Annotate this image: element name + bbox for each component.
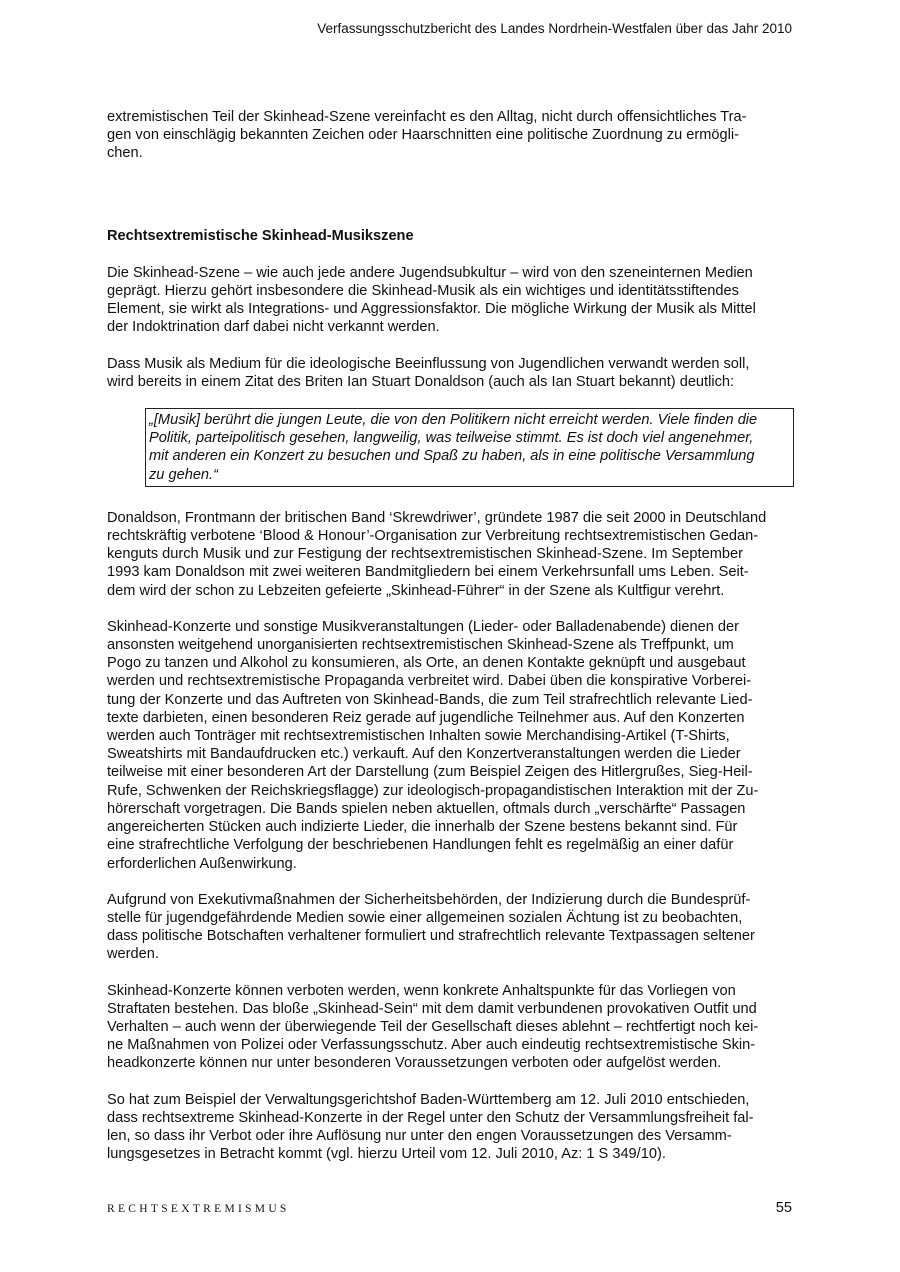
quote-line: zu gehen.“ xyxy=(149,466,218,483)
section-spacer xyxy=(107,181,785,227)
quote-line: „[Musik] berührt die jungen Leute, die von den Politikern nicht erreicht werden. Viele finden die xyxy=(149,412,758,429)
text-line: stelle für jugendgefährdende Medien sowie einer allgemeinen sozialen Ächtung ist zu beobachten, xyxy=(107,909,743,926)
paragraph-6 xyxy=(107,982,785,1073)
text-line: Straftaten bestehen. Das bloße „Skinhead-Sein“ mit dem damit verbundenen provokativen Outfit und xyxy=(107,1000,757,1017)
intro-paragraph xyxy=(107,108,785,163)
page-body xyxy=(107,108,785,1181)
text-line: Dass Musik als Medium für die ideologische Beeinflussung von Jugendlichen verwandt werden soll, xyxy=(107,355,750,372)
text-line: lungsgesetzes in Betracht kommt (vgl. hierzu Urteil vom 12. Juli 2010, Az: 1 S 349/10). xyxy=(107,1146,666,1163)
text-line: Die Skinhead-Szene – wie auch jede andere Jugendsubkultur – wird von den szeneinternen Medien xyxy=(107,264,753,281)
text-line: wird bereits in einem Zitat des Briten Ian Stuart Donaldson (auch als Ian Stuart bekannt) deutlich: xyxy=(107,373,735,390)
text-line: teilweise mit einer besonderen Art der Darstellung (zum Beispiel Zeigen des Hitlergrußes, Sieg-Heil- xyxy=(107,764,753,781)
text-line: Verhalten – auch wenn der überwiegende Teil der Gesellschaft dieses ablehnt – rechtfertigt noch kei- xyxy=(107,1018,759,1035)
paragraph-2 xyxy=(107,355,785,391)
text-line: So hat zum Beispiel der Verwaltungsgerichtshof Baden-Württemberg am 12. Juli 2010 entschieden, xyxy=(107,1091,750,1108)
text-line: Skinhead-Konzerte und sonstige Musikveranstaltungen (Lieder- oder Balladenabende) dienen der xyxy=(107,618,739,635)
text-line: len, so dass ihr Verbot oder ihre Auflösung nur unter den engen Voraussetzungen des Versamm- xyxy=(107,1127,732,1144)
paragraph-1 xyxy=(107,264,785,337)
text-line: extremistischen Teil der Skinhead-Szene vereinfacht es den Alltag, nicht durch offensichtliches Tra- xyxy=(107,109,747,125)
text-line: werden und rechtsextremistische Propaganda verbreitet wird. Dabei üben die konspirative Vorberei- xyxy=(107,673,752,690)
text-line: dass rechtsextreme Skinhead-Konzerte in der Regel unter den Schutz der Versammlungsfreiheit fal- xyxy=(107,1109,754,1126)
text-line: angereicherten Stücken auch indizierte Lieder, die innerhalb der Szene bestens bekannt sind. Für xyxy=(107,819,738,836)
text-line: headkonzerte können nur unter besonderen Voraussetzungen verboten oder aufgelöst werden. xyxy=(107,1055,722,1072)
paragraph-4 xyxy=(107,618,785,873)
section-heading: Rechtsextremistische Skinhead-Musikszene xyxy=(107,227,414,244)
text-line: Donaldson, Frontmann der britischen Band ‘Skrewdriwer’, gründete 1987 die seit 2000 in Deutschland xyxy=(107,509,767,526)
text-line: eine strafrechtliche Verfolgung der beschriebenen Handlungen fehlt es regelmäßig an einer dafür xyxy=(107,837,734,854)
text-line: Pogo zu tanzen und Alkohol zu konsumieren, als Orte, an denen Kontakte geknüpft und ausgebaut xyxy=(107,655,746,672)
text-line: texte darbieten, einen besonderen Reiz gerade auf jugendliche Teilnehmer aus. Auf den Konzerten xyxy=(107,709,745,726)
quote-line: mit anderen ein Konzert zu besuchen und Spaß zu haben, als in eine politische Versammlung xyxy=(149,448,755,465)
quote-line: Politik, parteipolitisch gesehen, langweilig, was teilweise stimmt. Es ist doch viel angenehmer, xyxy=(149,430,754,447)
text-line: Skinhead-Konzerte können verboten werden, wenn konkrete Anhaltspunkte für das Vorliegen von xyxy=(107,982,736,999)
paragraph-3 xyxy=(107,509,785,600)
text-line: dem wird der schon zu Lebzeiten gefeierte „Skinhead-Führer“ in der Szene als Kultfigur verehrt. xyxy=(107,582,725,599)
text-line: geprägt. Hierzu gehört insbesondere die Skinhead-Musik als ein wichtiges und identitätsstiftendes xyxy=(107,283,739,300)
text-line: gen von einschlägig bekannten Zeichen oder Haarschnitten eine politische Zuordnung zu ermögli- xyxy=(107,127,739,144)
page-number: 55 xyxy=(775,1200,792,1216)
paragraph-5 xyxy=(107,891,785,964)
text-line: rechtskräftig verbotene ‘Blood & Honour’-Organisation zur Verbreitung rechtsextremistischen Gedan- xyxy=(107,528,759,545)
text-line: ansonsten weitgehend unorganisierten rechtsextremistischen Skinhead-Szene als Treffpunkt, um xyxy=(107,637,734,654)
text-line: tung der Konzerte und das Auftreten von Skinhead-Bands, die zum Teil strafrechtlich relevante Lied- xyxy=(107,691,753,708)
text-line: Sweatshirts mit Bandaufdrucken etc.) verkauft. Auf den Konzertveranstaltungen werden die Lieder xyxy=(107,746,741,763)
text-line: ne Maßnahmen von Polizei oder Verfassungsschutz. Aber auch eindeutig rechtsextremistische Skin- xyxy=(107,1037,756,1054)
paragraph-7 xyxy=(107,1091,785,1164)
text-line: kenguts durch Musik und zur Festigung der rechtsextremistischen Skinhead-Szene. Im September xyxy=(107,546,743,563)
text-line: 1993 kam Donaldson mit zwei weiteren Bandmitgliedern bei einem Verkehrsunfall ums Leben. Seit- xyxy=(107,564,749,581)
text-line: Aufgrund von Exekutivmaßnahmen der Sicherheitsbehörden, der Indizierung durch die Bundesprüf- xyxy=(107,891,751,908)
text-line: hörerschaft vorgetragen. Die Bands spielen neben aktuellen, oftmals durch „verschärfte“ Passagen xyxy=(107,800,746,817)
text-line: der Indoktrination darf dabei nicht verkannt werden. xyxy=(107,319,440,336)
text-line: werden auch Tonträger mit rechtsextremistischen Inhalten sowie Merchandising-Artikel (T-Shirts, xyxy=(107,728,730,745)
text-line: chen. xyxy=(107,145,143,162)
footer-section-label: RECHTSEXTREMISMUS xyxy=(107,1203,290,1215)
text-line: Rufe, Schwenken der Reichskriegsflagge) zur ideologisch-propagandistischen Interaktion mit der Zu- xyxy=(107,782,759,799)
text-line: werden. xyxy=(107,946,159,963)
text-line: Element, sie wirkt als Integrations- und Aggressionsfaktor. Die mögliche Wirkung der Musik als Mittel xyxy=(107,301,756,318)
quote-box xyxy=(145,408,794,487)
running-header: Verfassungsschutzbericht des Landes Nordrhein-Westfalen über das Jahr 2010 xyxy=(317,21,792,36)
text-line: dass politische Botschaften verhaltener formuliert und strafrechtlich relevante Textpassagen seltener xyxy=(107,928,755,945)
text-line: erforderlichen Außenwirkung. xyxy=(107,855,297,872)
